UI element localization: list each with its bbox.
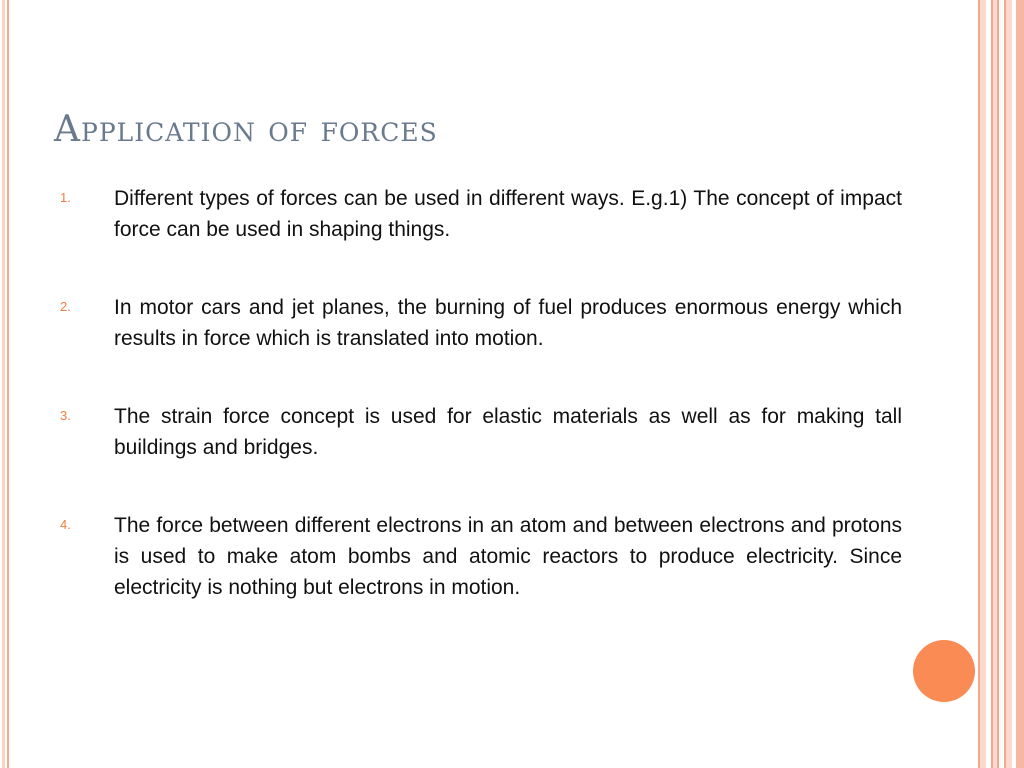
numbered-list [60,183,902,650]
item-text: In motor cars and jet planes, the burning of fuel produces enormous energy which results in force which is translated into motion. [114,296,902,350]
item-number: 3. [60,408,71,423]
item-text: The force between different electrons in an atom and between electrons and protons is used to make atom bombs and atomic reactors to produce electricity. Since electricity is nothing but electrons in motion. [114,514,902,599]
orange-circle-decoration [913,640,975,702]
stripe [1004,0,1012,768]
item-number: 4. [60,517,71,532]
item-number: 2. [60,299,71,314]
item-text: The strain force concept is used for elastic materials as well as for making tall buildings and bridges. [114,405,902,459]
stripe [978,0,986,768]
right-stripe-decoration [978,0,1024,768]
item-number: 1. [60,190,71,205]
stripe [991,0,999,768]
list-item [60,292,902,354]
stripe [1016,0,1024,768]
item-text: Different types of forces can be used in different ways. E.g.1) The concept of impact force can be used in shaping things. [114,187,902,241]
list-item [60,183,902,245]
slide-title: Application of forces [54,109,438,150]
left-border-decoration [0,0,9,768]
list-item [60,401,902,463]
list-item [60,510,902,603]
